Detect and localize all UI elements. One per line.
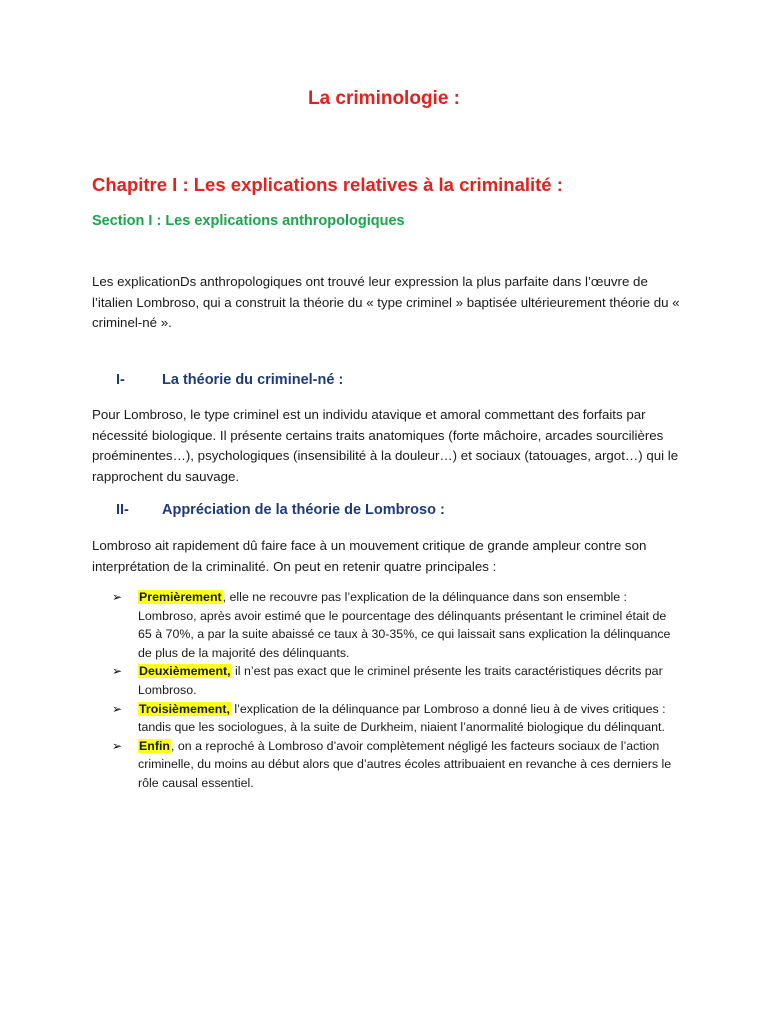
part-one-heading-text: La théorie du criminel-né : xyxy=(162,372,344,388)
arrow-bullet-icon: ➢ xyxy=(112,590,123,604)
list-item-text: l’explication de la délinquance par Lombroso a donné lieu à de vives critiques : tandis que les sociologues, à la suite de Durkheim, niaient l’anormalité biologique du délinquant. xyxy=(138,701,666,735)
chapter-title: Chapitre I : Les explications relatives à la criminalité : xyxy=(92,174,563,195)
part-two-heading xyxy=(116,502,445,518)
arrow-bullet-icon: ➢ xyxy=(112,701,123,716)
list-item xyxy=(112,588,672,662)
list-item xyxy=(112,662,672,699)
section-title: Section I : Les explications anthropologiques xyxy=(92,213,405,229)
highlighted-keyword: Deuxièmement, xyxy=(139,664,231,679)
highlighted-keyword: Premièrement xyxy=(139,590,222,604)
arrow-bullet-icon: ➢ xyxy=(112,738,123,753)
highlighted-keyword: Troisièmement, xyxy=(139,701,230,716)
list-item-text: , elle ne recouvre pas l’explication de la délinquance dans son ensemble : Lombroso, après avoir estimé que le pourcentage des délinquants présentant le criminel était de 65 à 70%, a par la suite abaissé ce taux à 30-35%, ce qui laissait sans explication la délinquance de plus de la majorité des délinquants. xyxy=(138,590,671,660)
highlighted-keyword: Enfin xyxy=(139,738,170,753)
intro-paragraph: Les explicationDs anthropologiques ont trouvé leur expression la plus parfaite dans l’œuvre de l’italien Lombroso, qui a construit la théorie du « type criminel » baptisée ultérieurement théorie du « criminel-né ». xyxy=(92,274,680,330)
list-item-text: il n’est pas exact que le criminel présente les traits caractéristiques décrits par Lombroso. xyxy=(138,664,663,697)
document-title: La criminologie : xyxy=(307,88,461,109)
list-item xyxy=(112,700,672,737)
criticism-list xyxy=(112,588,672,793)
part-one-heading xyxy=(116,372,343,388)
part-two-number: II- xyxy=(116,502,129,518)
part-one-paragraph: Pour Lombroso, le type criminel est un individu atavique et amoral commettant des forfaits par nécessité biologique. Il présente certains traits anatomiques (forte mâchoire, arcades sourcilières proéminentes…), psychologiques (insensibilité à la douleur…) et sociaux (tatouages, argot…) qui le rapprochent du sauvage. xyxy=(92,407,679,484)
part-two-paragraph: Lombroso ait rapidement dû faire face à un mouvement critique de grande ampleur contre son interprétation de la criminalité. On peut en retenir quatre principales : xyxy=(92,538,647,574)
list-item-text: , on a reproché à Lombroso d’avoir complètement négligé les facteurs sociaux de l’action criminelle, du moins au début alors que d’autres écoles attribuaient en revanche à ces derniers le rôle causal essentiel. xyxy=(138,738,672,790)
list-item xyxy=(112,737,672,793)
part-two-heading-text: Appréciation de la théorie de Lombroso : xyxy=(162,502,445,518)
arrow-bullet-icon: ➢ xyxy=(112,664,123,679)
part-one-number: I- xyxy=(116,372,125,388)
